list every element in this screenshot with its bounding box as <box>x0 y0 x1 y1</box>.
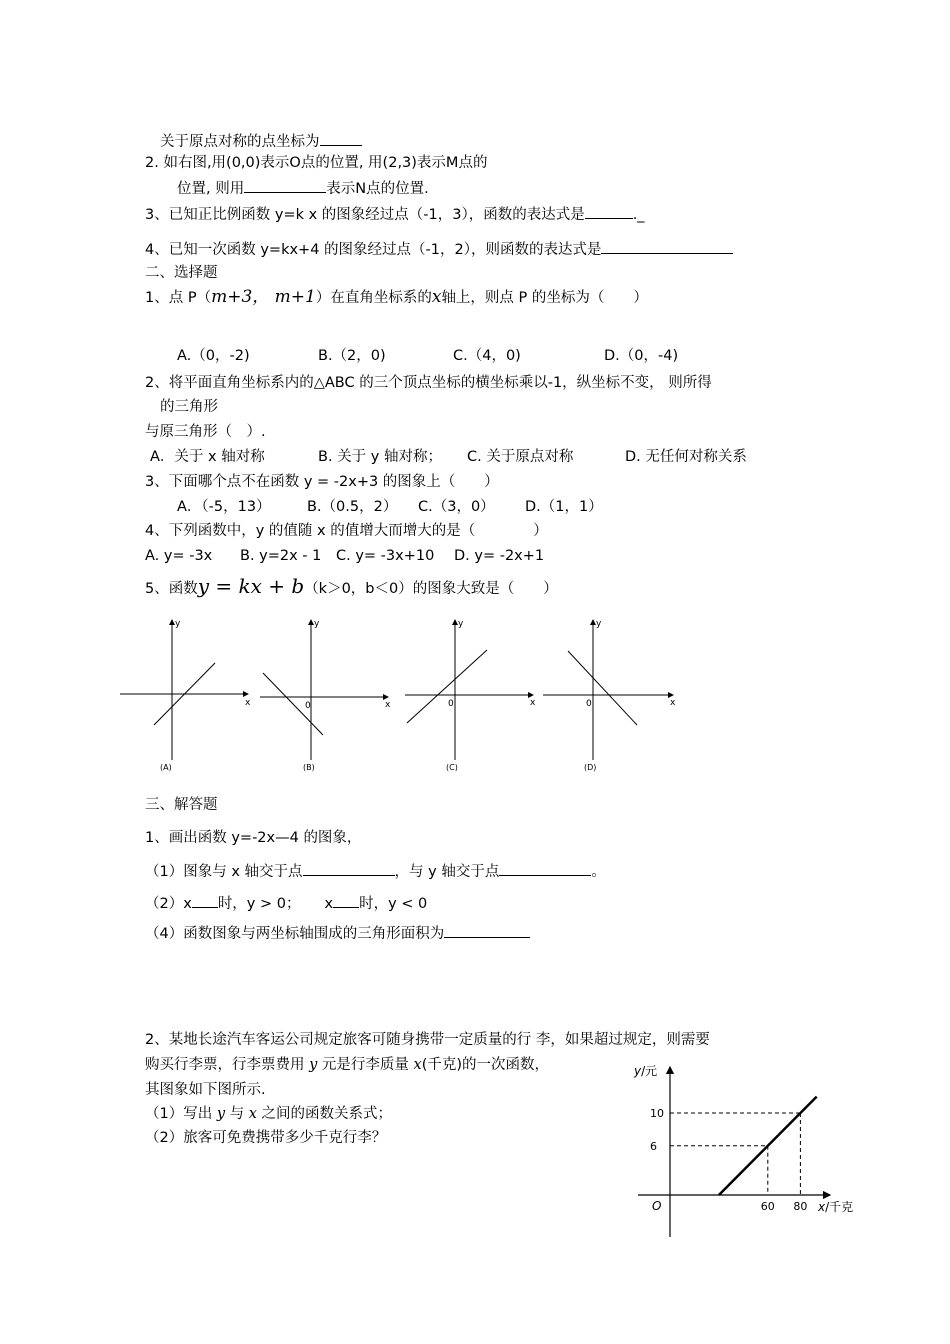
graph-c[interactable] <box>405 619 536 772</box>
fill-q4: 4、已知一次函数 y=kx+4 的图象经过点（-1，2），则函数的表达式是 <box>145 238 733 260</box>
choice-q3-option-a[interactable]: A．（-5，13） <box>177 499 271 515</box>
graph-b-y-label: y <box>314 619 320 629</box>
choice-q2-option-a[interactable]: A．关于 x 轴对称 <box>150 449 265 465</box>
graph-a-y-label: y <box>175 619 181 629</box>
graph-c-line <box>407 650 487 723</box>
graph-c-x-label: x <box>530 698 536 708</box>
graph-d-x-label: x <box>670 698 676 708</box>
graph-d-y-label: y <box>596 619 602 629</box>
answer-blank[interactable] <box>585 203 633 219</box>
graph-d[interactable] <box>543 619 676 772</box>
answer-blank[interactable] <box>303 860 395 876</box>
graph-b-line <box>263 673 323 735</box>
choice-q4: 4、下列函数中，y 的值随 x 的值增大而增大的是（ ） <box>145 523 548 539</box>
choice-q2-option-c[interactable]: C. 关于原点对称 <box>467 449 574 465</box>
choice-q3-option-d[interactable]: D.（1，1） <box>525 499 603 515</box>
choice-q1-option-d[interactable]: D.（0，-4) <box>604 348 679 364</box>
y-tick-label: 10 <box>650 1107 664 1120</box>
graph-b[interactable] <box>260 619 391 772</box>
answer-blank[interactable] <box>499 860 591 876</box>
graph-d-line <box>568 651 637 725</box>
choice-q2-option-d[interactable]: D. 无任何对称关系 <box>625 449 747 465</box>
choice-q3: 3、下面哪个点不在函数 y = -2x+3 的图象上（ ） <box>145 474 499 490</box>
y-tick-label: 6 <box>650 1139 657 1153</box>
choice-q2-line1: 2、将平面直角坐标系内的△ABC 的三个顶点坐标的横坐标乘以-1，纵坐标不变， 则所得 <box>145 375 712 391</box>
graph-d-caption: (D) <box>584 763 597 772</box>
graph-a-caption: (A) <box>160 763 172 772</box>
choice-q3-option-c[interactable]: C.（3，0） <box>418 499 495 515</box>
origin-label: O <box>652 1199 662 1213</box>
answer-q1-part2: （2）x 时，y > 0； x 时，y < 0 <box>145 892 427 914</box>
graph-c-y-label: y <box>458 619 464 629</box>
choice-q1-option-c[interactable]: C.（4，0) <box>453 348 521 364</box>
answer-q2-line1: 2、某地长途汽车客运公司规定旅客可随身携带一定质量的行 李，如果超过规定，则需要 <box>145 1032 710 1048</box>
choice-q1: 1、点 P（m+3， m+1）在直角坐标系的x轴上，则点 P 的坐标为（ ） <box>145 287 648 307</box>
graph-b-x-label: x <box>385 700 391 710</box>
answer-blank[interactable] <box>601 238 733 254</box>
graph-c-caption: (C) <box>446 763 458 772</box>
x-tick-label: 80 <box>793 1200 808 1213</box>
sym-question: 关于原点对称的点坐标为 <box>160 130 362 152</box>
choice-q1-option-b[interactable]: B.（2，0) <box>318 348 386 364</box>
fill-q2-line1: 2. 如右图,用(0,0)表示O点的位置, 用(2,3)表示M点的 <box>145 155 488 171</box>
answer-q1-part4: （4）函数图象与两坐标轴围成的三角形面积为 <box>145 922 530 944</box>
answer-blank[interactable] <box>320 130 362 146</box>
choice-q2-line2: 的三角形 <box>160 399 218 415</box>
choice-q4-option-c[interactable]: C. y= -3x+10 <box>336 548 435 564</box>
fill-q2-line2: 位置, 则用 表示N点的位置. <box>177 177 429 199</box>
answer-q1: 1、画出函数 y=-2x—4 的图象， <box>145 830 362 846</box>
answer-blank[interactable] <box>444 922 530 938</box>
choice-q1-option-a[interactable]: A.（0，-2) <box>177 348 250 364</box>
answer-q2-line2: 购买行李票，行李票费用 y 元是行李质量 x(千克)的一次函数， <box>145 1057 550 1073</box>
answer-q1-part1: （1）图象与 x 轴交于点 ，与 y 轴交于点 。 <box>145 860 606 882</box>
q5-graphs <box>115 615 685 775</box>
luggage-chart <box>630 1055 870 1245</box>
choice-q3-option-b[interactable]: B.（0.5，2） <box>307 499 398 515</box>
answer-q2-part1: （1）写出 y 与 x 之间的函数关系式； <box>145 1106 393 1122</box>
tick-labels <box>650 1107 807 1213</box>
y-axis-label: y/元 <box>634 1064 658 1078</box>
graph-c-origin: 0 <box>448 699 454 709</box>
answer-q2-part2: （2）旅客可免费携带多少千克行李？ <box>145 1130 387 1146</box>
guide-lines <box>670 1113 800 1195</box>
choice-q4-option-d[interactable]: D. y= -2x+1 <box>454 548 545 564</box>
answer-blank[interactable] <box>333 892 359 908</box>
graph-d-origin: 0 <box>586 699 592 709</box>
choice-q2-line3: 与原三角形（ ）. <box>145 424 266 440</box>
choice-q5: 5、函数y = kx + b（k＞0，b＜0）的图象大致是（ ） <box>145 574 558 598</box>
x-tick-label: 60 <box>760 1200 775 1213</box>
graph-a[interactable] <box>120 619 251 772</box>
answer-blank[interactable] <box>244 177 326 193</box>
graph-b-caption: (B) <box>303 763 315 772</box>
answer-heading: 三、解答题 <box>145 797 218 813</box>
x-axis-label: x/千克 <box>818 1200 854 1214</box>
choice-q4-option-b[interactable]: B. y=2x - 1 <box>240 548 322 564</box>
answer-q2-line3: 其图象如下图所示. <box>145 1082 266 1098</box>
choice-heading: 二、选择题 <box>145 265 218 281</box>
choice-q2-option-b[interactable]: B. 关于 y 轴对称； <box>318 449 442 465</box>
graph-b-origin: 0 <box>305 701 311 711</box>
answer-blank[interactable] <box>192 892 218 908</box>
choice-q4-option-a[interactable]: A. y= -3x <box>145 548 213 564</box>
graph-a-x-label: x <box>245 698 251 708</box>
fill-q3: 3、已知正比例函数 y=k x 的图象经过点（-1，3），函数的表达式是 ._ <box>145 203 645 225</box>
